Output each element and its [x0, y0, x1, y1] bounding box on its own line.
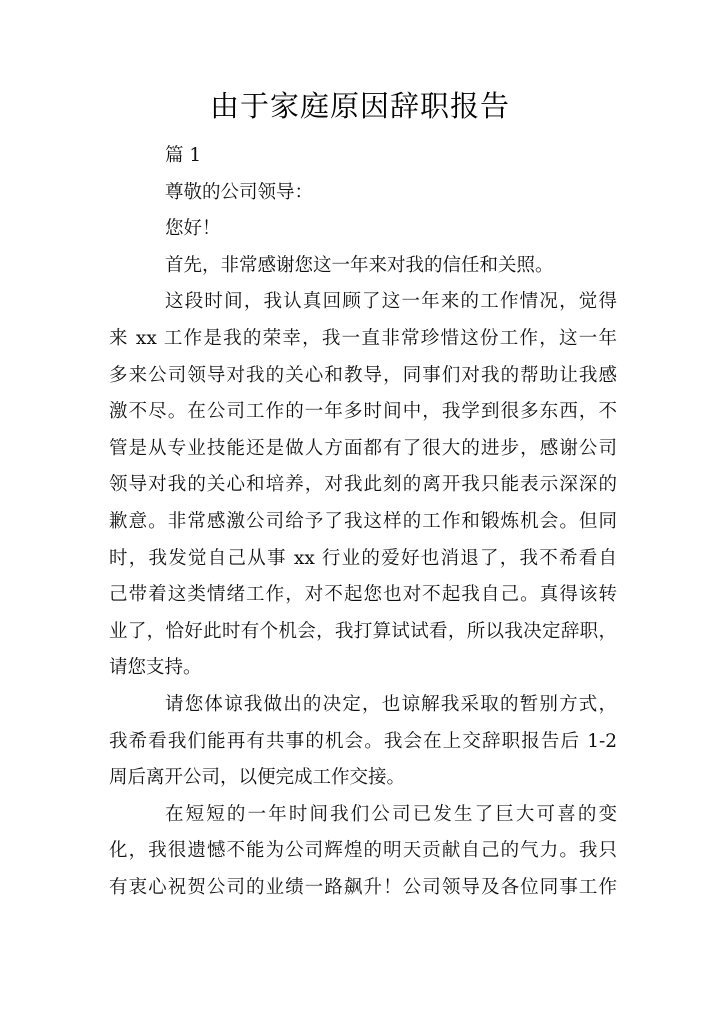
paragraph-line: 周后离开公司，以便完成工作交接。: [109, 767, 406, 789]
section-label: 篇 1: [165, 145, 202, 166]
paragraph-line: 己带着这类情绪工作，对不起您也对不起我自己。真得该转: [109, 584, 617, 606]
paragraph-line: 首先，非常感谢您这一年来对我的信任和关照。: [165, 254, 554, 276]
paragraph-line: 领导对我的关心和培养，对我此刻的离开我只能表示深深的: [109, 474, 617, 496]
paragraph-line: 有衷心祝贺公司的业绩一路飙升！公司领导及各位同事工作: [109, 876, 617, 898]
document-body: [109, 138, 617, 906]
paragraph-line: 多来公司领导对我的关心和教导，同事们对我的帮助让我感: [109, 364, 617, 386]
paragraph-line: 请您体谅我做出的决定，也谅解我采取的暂别方式，: [165, 693, 617, 715]
paragraph-line: 激不尽。在公司工作的一年多时间中，我学到很多东西，不: [109, 401, 617, 423]
paragraph-line: 业了，恰好此时有个机会，我打算试试看，所以我决定辞职，: [109, 620, 617, 642]
paragraph-line: 时，我发觉自己从事 xx 行业的爱好也消退了，我不希看自: [109, 547, 617, 569]
paragraph-line: 管是从专业技能还是做人方面都有了很大的进步，感谢公司: [109, 437, 617, 459]
salutation: 尊敬的公司领导：: [165, 181, 314, 203]
greeting: 您好！: [165, 218, 221, 240]
paragraph-line: 请您支持。: [109, 657, 202, 679]
document-title: 由于家庭原因辞职报告: [209, 89, 510, 123]
paragraph-line: 化，我很遗憾不能为公司辉煌的明天贡献自己的气力。我只: [109, 840, 617, 862]
paragraph-line: 这段时间，我认真回顾了这一年来的工作情况，觉得: [165, 291, 617, 313]
paragraph-line: 来 xx 工作是我的荣幸，我一直非常珍惜这份工作，这一年: [109, 327, 617, 349]
paragraph-line: 歉意。非常感激公司给予了我这样的工作和锻炼机会。但同: [109, 510, 617, 532]
paragraph-line: 我希看我们能再有共事的机会。我会在上交辞职报告后 1-2: [109, 730, 617, 752]
paragraph-line: 在短短的一年时间我们公司已发生了巨大可喜的变: [165, 803, 617, 825]
